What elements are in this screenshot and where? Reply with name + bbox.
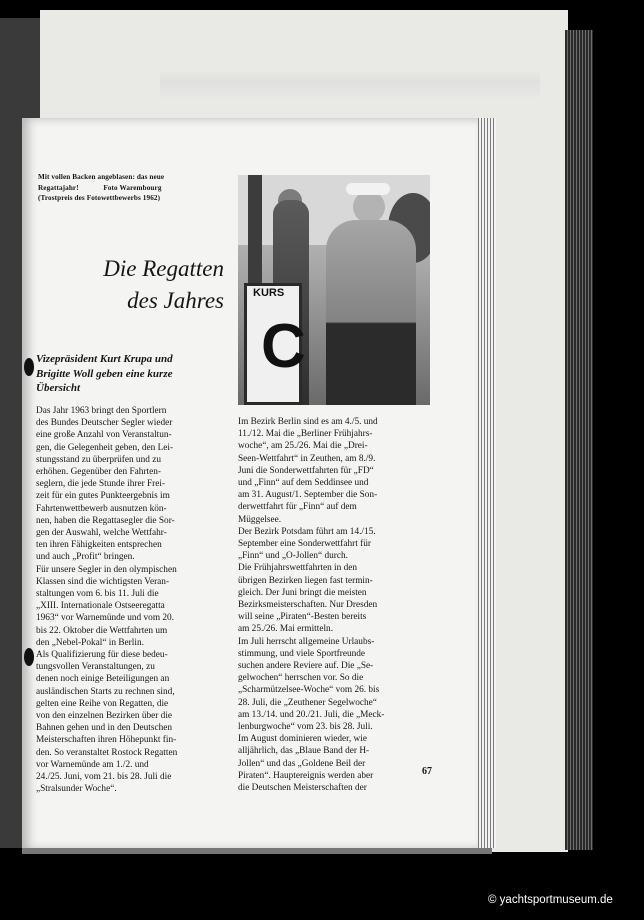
text-line: am 25./26. Mai ermitteln.: [238, 624, 334, 635]
text-line: übrigen Bezirken liegen fast termin-: [238, 575, 373, 586]
text-line: Im Juli herrscht allgemeine Urlaubs-: [238, 636, 375, 647]
text-line: tungsvollen Veranstaltungen, zu: [36, 662, 155, 673]
text-line: staltungen vom 6. bis 11. Juli die: [36, 589, 159, 600]
text-line: Das Jahr 1963 bringt den Sportlern: [36, 406, 167, 416]
text-line: Im August dominieren wieder, wie: [238, 734, 367, 745]
text-line: Als Qualifizierung für diese bedeu-: [36, 650, 168, 661]
text-line: vor Warnemünde am 1./2. und: [36, 759, 149, 770]
text-line: des Bundes Deutscher Segler wieder: [36, 418, 173, 429]
article-headline: [62, 253, 224, 317]
text-line: derwettfahrt für „Finn“ auf dem: [238, 502, 357, 513]
text-line: 28. Juli, die „Zeuthener Segelwoche“: [238, 697, 377, 708]
subhead-line: Übersicht: [36, 382, 80, 394]
text-line: Seen-Wettfahrt“ in Zeuthen, am 8./9.: [238, 453, 376, 464]
text-line: Die Frühjahrswettfahrten in den: [238, 563, 358, 574]
text-line: gleich. Der Juni bringt die meisten: [238, 587, 367, 598]
text-line: „Finn“ und „O-Jollen“ durch.: [238, 551, 348, 562]
subhead-line: Brigitte Woll geben eine kurze: [36, 367, 173, 380]
binding-hole: [24, 358, 34, 376]
text-line: Bahnen gehen und in den Deutschen: [36, 723, 173, 734]
text-line: 24./25. Juni, vom 21. bis 28. Juli die: [36, 772, 172, 783]
text-line: Juni die Sonderwettfahrten für „FD“: [238, 465, 374, 476]
text-line: eine große Anzahl von Veranstaltun-: [36, 430, 172, 441]
page-stack-right: [565, 30, 593, 850]
text-line: Klassen sind die wichtigsten Veran-: [36, 576, 170, 587]
headline-line-1: Die Regatten: [103, 256, 224, 281]
page-edges: [476, 118, 496, 848]
page-bottom-edge: [22, 848, 492, 854]
sign-label: KURS: [253, 287, 285, 299]
text-line: erhöhen. Gegenüber den Fahrten-: [36, 467, 161, 478]
text-line: am 31. August/1. September die Son-: [238, 490, 378, 501]
text-line: stimmung, und viele Sportfreunde: [238, 648, 366, 659]
text-line: ten ihren Fähigkeiten entsprechen: [36, 540, 162, 551]
photo-caption: [38, 172, 243, 204]
text-line: ausländischen Starts zu rechnen sind,: [36, 686, 175, 697]
sign-letter: C: [261, 312, 306, 381]
text-line: und auch „Profit“ bringen.: [36, 552, 135, 563]
text-line: woche“, am 25./26. Mai die „Drei-: [238, 441, 368, 452]
text-line: seglern, die jede Stunde ihrer Frei-: [36, 479, 166, 490]
text-line: nen, haben die Regattasegler die Sor-: [36, 515, 175, 526]
text-line: stungsstand zu überprüfen und zu: [36, 454, 161, 465]
magazine-page: [22, 118, 478, 850]
text-line: Im Bezirk Berlin sind es am 4./5. und: [238, 417, 378, 427]
text-line: „Stralsunder Woche“.: [36, 784, 117, 795]
article-subhead: [36, 352, 246, 396]
page-number: 67: [422, 766, 432, 777]
text-line: Piraten“. Hauptereignis werden aber: [238, 770, 374, 781]
caption-line: Regattajahr! Foto Warembourg: [38, 183, 162, 192]
caption-line: Mit vollen Backen angeblasen: das neue: [38, 173, 165, 181]
text-line: 11./12. Mai die „Berliner Frühjahrs-: [238, 429, 373, 440]
text-line: Meisterschaften ihren Höhepunkt fin-: [36, 735, 177, 746]
text-line: den „Nebel-Pokal“ in Berlin.: [36, 637, 144, 648]
text-line: denen noch einige Beteiligungen an: [36, 674, 170, 685]
text-line: zeit für ein gutes Punkteergebnis im: [36, 491, 170, 502]
text-line: Bezirksmeisterschaften. Nur Dresden: [238, 600, 378, 611]
text-line: von den einzelnen Bezirken über die: [36, 711, 173, 722]
text-line: lenburgwoche“ vom 23. bis 28. Juli.: [238, 722, 373, 733]
text-line: gen der Auswahl, welche Wettfahr-: [36, 528, 167, 539]
text-line: den. So veranstaltet Rostock Regatten: [36, 747, 178, 758]
text-column-2: [238, 416, 452, 794]
binding-hole: [24, 648, 34, 666]
text-line: gelwochen“ herrschen vor. So die: [238, 673, 364, 684]
text-line: suchen andere Reviere auf. Die „Se-: [238, 661, 374, 672]
subhead-line: Vizepräsident Kurt Krupa und: [36, 353, 173, 365]
text-line: die Deutschen Meisterschaften der: [238, 783, 367, 794]
text-line: Der Bezirk Potsdam führt am 14./15.: [238, 526, 376, 537]
text-line: Müggelsee.: [238, 514, 282, 525]
text-line: „XIII. Internationale Ostseeregatta: [36, 601, 165, 612]
text-line: 1963“ vor Warnemünde und vom 20.: [36, 613, 174, 624]
caption-line: (Trostpreis des Fotowettbewerbs 1962): [38, 194, 161, 202]
text-line: Jollen“ und das „Goldene Beil der: [238, 758, 366, 769]
text-line: September eine Sonderwettfahrt für: [238, 539, 371, 550]
text-line: will seine „Piraten“-Besten bereits: [238, 612, 367, 623]
article-photo: [238, 175, 430, 405]
text-line: Für unsere Segler in den olympischen: [36, 564, 177, 575]
text-line: „Scharmützelsee-Woche“ vom 26. bis: [238, 685, 380, 696]
text-line: bis 22. Oktober die Wettfahrten um: [36, 625, 168, 636]
text-line: alljährlich, das „Blaue Band der H-: [238, 746, 370, 757]
text-column-1: [36, 405, 244, 796]
text-line: gelten eine Reihe von Regatten, die: [36, 698, 169, 709]
text-line: gen, die Gelegenheit geben, den Lei-: [36, 442, 174, 453]
text-line: Fahrtenwettbewerb ausnutzen kön-: [36, 503, 167, 514]
course-sign: [244, 283, 306, 405]
headline-line-2: des Jahres: [127, 288, 224, 313]
text-line: und „Finn“ auf dem Seddinsee und: [238, 478, 369, 489]
text-line: am 13./14. und 20./21. Juli, die „Meck-: [238, 709, 385, 720]
watermark: © yachtsportmuseum.de: [488, 894, 613, 906]
